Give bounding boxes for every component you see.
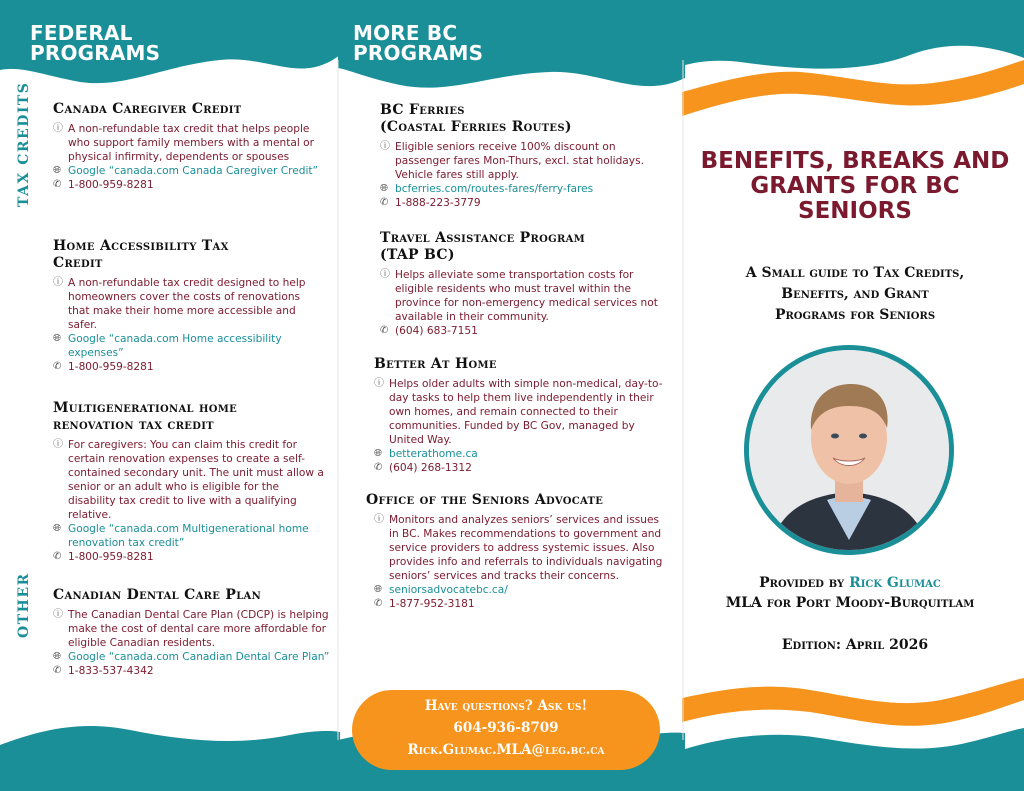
phone-row[interactable] bbox=[53, 178, 328, 192]
info-icon: ⓘ bbox=[53, 123, 63, 134]
link-text[interactable]: Google “canada.com Home accessibility expenses” bbox=[68, 333, 282, 359]
phone-row[interactable] bbox=[380, 196, 660, 210]
left-bottom-wave bbox=[0, 726, 340, 791]
link-row[interactable] bbox=[53, 650, 331, 664]
description-text: The Canadian Dental Care Plan (CDCP) is helping make the cost of dental care more affordable for eligible Canadian residents. bbox=[68, 609, 329, 649]
section-heading: Multigenerational home renovation tax credit bbox=[53, 400, 238, 433]
section-heading: Canada Caregiver Credit bbox=[53, 101, 242, 117]
globe-icon: 🌐︎ bbox=[53, 165, 61, 176]
description-text: Helps older adults with simple non-medical, day-to-day tasks to help them live independently in their own homes, and remain connected to their communities. Funded by BC Gov, managed by United Way. bbox=[389, 378, 663, 446]
phone-row[interactable] bbox=[374, 461, 664, 475]
description-row bbox=[366, 513, 664, 583]
info-icon: ⓘ bbox=[53, 277, 63, 288]
section-office-of-the-seniors-advocate bbox=[366, 492, 664, 611]
phone-text[interactable]: (604) 268-1312 bbox=[389, 462, 472, 474]
heading-line: Office of the Seniors Advocate bbox=[366, 492, 604, 508]
subtitle-line: A Small guide to Tax Credits, bbox=[745, 265, 965, 281]
subtitle-line: Benefits, and Grant bbox=[781, 286, 929, 302]
phone-icon: ✆ bbox=[374, 462, 383, 473]
section-bc-ferries bbox=[380, 102, 660, 210]
phone-row[interactable] bbox=[53, 550, 328, 564]
section-heading bbox=[374, 356, 664, 373]
description-text: A non-refundable tax credit that helps people who support family members with a mental or physical infirmity, dependents or spouses bbox=[68, 123, 315, 163]
title-line: FEDERAL bbox=[30, 21, 133, 45]
heading-line: (Coastal Ferries Routes) bbox=[380, 119, 572, 135]
description-text: A non-refundable tax credit designed to help homeowners cover the costs of renovations that make their home more accessible and safer. bbox=[68, 277, 306, 331]
globe-icon: 🌐︎ bbox=[53, 333, 61, 344]
section-multigenerational-home-renovation bbox=[53, 400, 328, 564]
link-row[interactable] bbox=[53, 332, 323, 360]
section-canadian-dental-care-plan bbox=[53, 587, 331, 678]
heading-line: (TAP BC) bbox=[380, 247, 455, 263]
mla-name: Rick Glumac bbox=[849, 575, 941, 591]
phone-row[interactable] bbox=[380, 324, 665, 338]
phone-row[interactable] bbox=[53, 360, 323, 374]
info-icon: ⓘ bbox=[380, 141, 390, 152]
provided-prefix: Provided by bbox=[759, 575, 850, 591]
subtitle-line: Programs for Seniors bbox=[774, 307, 936, 323]
cover-title: BENEFITS, BREAKS AND GRANTS FOR BC SENIORS bbox=[700, 148, 1010, 224]
link-row[interactable] bbox=[374, 447, 664, 461]
link-text[interactable]: Google “canada.com Canadian Dental Care Plan” bbox=[68, 651, 330, 663]
description-text: For caregivers: You can claim this credit for certain renovation expenses to create a self-contained secondary unit. The unit must allow a senior or an adult who is eligible for the disability tax credit to live with a qualifying relative. bbox=[68, 439, 324, 521]
phone-text[interactable]: 1-800-959-8281 bbox=[68, 179, 154, 191]
edition-date: Edition: April 2026 bbox=[781, 637, 929, 653]
link-row[interactable] bbox=[366, 583, 664, 597]
phone-icon: ✆ bbox=[53, 179, 62, 190]
heading-line: Better At Home bbox=[374, 356, 497, 372]
phone-text[interactable]: 1-800-959-8281 bbox=[68, 551, 154, 563]
link-text[interactable]: Google “canada.com Multigenerational home renovation tax credit” bbox=[68, 523, 309, 549]
right-top-orange-wave bbox=[682, 60, 1024, 116]
section-travel-assistance-program bbox=[380, 230, 665, 338]
phone-row[interactable] bbox=[366, 597, 664, 611]
description-text: Monitors and analyzes seniors’ services and issues in BC. Makes recommendations to government and service providers to address systemic issues. Also provides info and referrals to individuals navigating seniors’ services and tracks their concerns. bbox=[389, 514, 663, 582]
description-row bbox=[53, 122, 328, 164]
contact-callout bbox=[352, 690, 660, 770]
info-icon: ⓘ bbox=[374, 514, 384, 525]
info-icon: ⓘ bbox=[53, 609, 63, 620]
right-top-wave bbox=[682, 0, 1024, 69]
contact-prompt: Have questions? Ask us! bbox=[424, 698, 588, 714]
phone-text[interactable]: 1-888-223-3779 bbox=[395, 197, 481, 209]
title-line: PROGRAMS bbox=[30, 41, 161, 65]
mla-riding: MLA for Port Moody-Burquitlam bbox=[725, 595, 975, 611]
contact-phone[interactable]: 604-936-8709 bbox=[453, 720, 559, 736]
info-icon: ⓘ bbox=[380, 269, 390, 280]
mla-portrait-photo bbox=[744, 345, 954, 555]
globe-icon: 🌐︎ bbox=[53, 651, 61, 662]
side-label-tax-credits: TAX CREDITS bbox=[16, 81, 32, 207]
cover-subtitle bbox=[700, 263, 1010, 326]
globe-icon: 🌐︎ bbox=[53, 523, 61, 534]
phone-text[interactable]: (604) 683-7151 bbox=[395, 325, 478, 337]
description-text: Helps alleviate some transportation costs for eligible residents who must travel within the province for non-emergency medical services not available in their community. bbox=[395, 269, 658, 323]
phone-text[interactable]: 1-833-537-4342 bbox=[68, 665, 154, 677]
title-line: MORE BC bbox=[353, 21, 458, 45]
globe-icon: 🌐︎ bbox=[380, 183, 388, 194]
globe-icon: 🌐︎ bbox=[374, 448, 382, 459]
description-row bbox=[374, 377, 664, 447]
link-text[interactable]: seniorsadvocatebc.ca/ bbox=[389, 584, 508, 596]
phone-icon: ✆ bbox=[374, 598, 383, 609]
phone-row[interactable] bbox=[53, 664, 331, 678]
section-heading: Home Accessibility Tax Credit bbox=[53, 238, 229, 271]
link-row[interactable] bbox=[53, 164, 328, 178]
info-icon: ⓘ bbox=[374, 378, 384, 389]
phone-icon: ✆ bbox=[380, 325, 389, 336]
globe-icon: 🌐︎ bbox=[374, 584, 382, 595]
link-text[interactable]: betterathome.ca bbox=[389, 448, 478, 460]
description-text: Eligible seniors receive 100% discount on passenger fares Mon-Thurs, excl. stat holidays. Vehicle fares still apply. bbox=[395, 141, 644, 181]
section-heading bbox=[380, 102, 660, 136]
right-bottom-teal-wave bbox=[682, 728, 1024, 791]
link-row[interactable] bbox=[380, 182, 660, 196]
link-row[interactable] bbox=[53, 522, 328, 550]
link-text[interactable]: Google “canada.com Canada Caregiver Credit” bbox=[68, 165, 319, 177]
section-heading: Canadian Dental Care Plan bbox=[53, 587, 262, 603]
phone-icon: ✆ bbox=[53, 551, 62, 562]
description-row bbox=[53, 276, 323, 332]
description-row bbox=[53, 608, 331, 650]
phone-icon: ✆ bbox=[380, 197, 389, 208]
right-bottom-orange-wave bbox=[682, 678, 1024, 726]
section-heading bbox=[380, 230, 665, 264]
federal-programs-title bbox=[30, 23, 160, 63]
section-home-accessibility-tax-credit bbox=[53, 238, 323, 374]
heading-line: BC Ferries bbox=[380, 102, 465, 118]
phone-text[interactable]: 1-877-952-3181 bbox=[389, 598, 475, 610]
more-bc-programs-title bbox=[353, 23, 483, 63]
description-row bbox=[380, 140, 660, 182]
description-row bbox=[53, 438, 328, 522]
description-row bbox=[380, 268, 665, 324]
section-better-at-home bbox=[374, 356, 664, 475]
phone-icon: ✆ bbox=[53, 665, 62, 676]
link-text[interactable]: bcferries.com/routes-fares/ferry-fares bbox=[395, 183, 594, 195]
info-icon: ⓘ bbox=[53, 439, 63, 450]
section-heading bbox=[366, 492, 664, 509]
phone-icon: ✆ bbox=[53, 361, 62, 372]
heading-line: Travel Assistance Program bbox=[380, 230, 586, 246]
provided-by bbox=[690, 573, 1010, 613]
side-label-other: OTHER bbox=[16, 572, 32, 638]
portrait-illustration bbox=[749, 350, 949, 550]
contact-email[interactable]: Rick.Glumac.MLA@leg.bc.ca bbox=[407, 742, 605, 758]
section-canada-caregiver-credit bbox=[53, 101, 328, 192]
provided-line bbox=[690, 573, 1010, 593]
phone-text[interactable]: 1-800-959-8281 bbox=[68, 361, 154, 373]
title-line: PROGRAMS bbox=[353, 41, 484, 65]
